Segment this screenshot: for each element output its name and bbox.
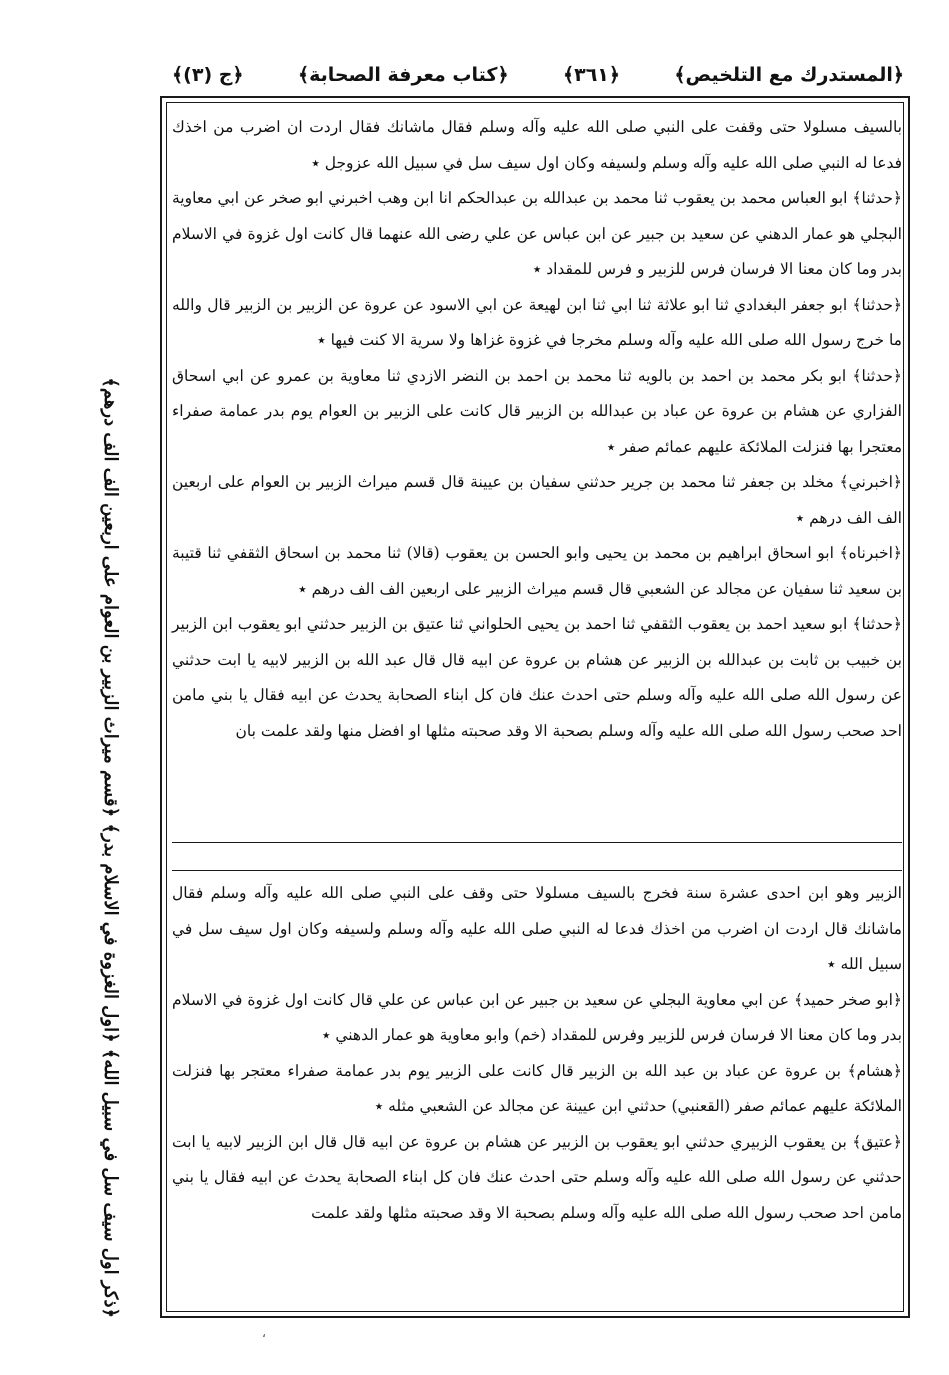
section-divider <box>172 842 902 843</box>
header-chapter-title: ﴿كتاب معرفة الصحابة﴾ <box>297 64 509 86</box>
main-paragraph: ﴿حدثنا﴾ ابو العباس محمد بن يعقوب ثنا محمد بن عبدالله بن عبدالحكم انا ابن وهب اخبرني ابو صخر عن ابي معاوية البجلي هو عمار الدهني عن سعيد بن جبير عن ابن عباس عن علي رضى الله عنهما قال كانت اول غزوة في الاسلام بدر وما كان معنا الا فرسان فرس للزبير و فرس للمقداد ٭ <box>172 189 902 278</box>
running-header <box>172 58 904 92</box>
note-paragraph: الزبير وهو ابن احدى عشرة سنة فخرج بالسيف مسلولا حتى وقف على النبي صلى الله عليه وآله وسلم فقال ماشانك قال اردت ان اضرب من اخذك فدعا له النبي صلى الله عليه وآله وسلم ولسيفه وكان اول سيف سل في سبيل الله ٭ <box>172 884 902 973</box>
main-paragraph: ﴿اخبرناه﴾ ابو اسحاق ابراهيم بن محمد بن يحيى وابو الحسن بن يعقوب (قالا) ثنا محمد بن اسحاق الثقفي ثنا قتيبة بن سعيد ثنا سفيان عن مجالد عن الشعبي قال قسم ميراث الزبير على اربعين الف الف درهم ٭ <box>172 544 902 598</box>
main-text <box>172 110 902 749</box>
margin-note: ﴿ذكر اول سيف سل في سبيل الله﴾ ﴿اول الغزوة في الاسلام بدر﴾ ﴿قسم ميراث الزبير بن العوام على اربعين الف الف درهم﴾ <box>100 377 121 1318</box>
note-paragraph: ﴿ابو صخر حميد﴾ عن ابي معاوية البجلي عن سعيد بن جبير عن ابن عباس عن علي قال كانت اول غزوة في الاسلام بدر وما كان معنا الا فرسان فرس للزبير وفرس للمقداد (خم) وابو معاوية هو عمار الدهني ٭ <box>172 990 902 1044</box>
header-book-title: ﴿المستدرك مع التلخيص﴾ <box>674 64 904 86</box>
header-volume: ﴿ج (٣)﴾ <box>172 64 244 86</box>
margin-note-wrapper <box>100 118 156 1318</box>
main-paragraph: ﴿حدثنا﴾ ابو سعيد احمد بن يعقوب الثقفي ثنا احمد بن يحيى الحلواني ثنا عتيق بن الزبير حدثني ابو يعقوب ابن الزبير بن خبيب بن ثابت بن عبدالله بن الزبير عن هشام بن عروة عن ابيه قال قال عبد الله بن الزبير لابيه يا ابت حدثني عن رسول الله صلى الله عليه وآله وسلم حتى احدث عنك فان كل ابناء الصحابة يحدث عن ابيه فقال يا بني مامن احد صحب رسول الله صلى الله عليه وآله وسلم بصحبة الا وقد صحبته مثلها او افضل منها ولقد علمت بان <box>172 615 902 740</box>
talkhis-text <box>172 876 902 1231</box>
main-paragraph: ﴿اخبرني﴾ مخلد بن جعفر ثنا محمد بن جرير حدثني سفيان بن عيينة قال قسم ميراث الزبير بن العوام على اربعين الف الف درهم ٭ <box>172 473 902 527</box>
note-paragraph: ﴿عتيق﴾ بن يعقوب الزبيري حدثني ابو يعقوب بن الزبير عن هشام بن عروة عن ابيه قال قال ابن الزبير لابيه يا ابت حدثني عن رسول الله صلى الله عليه وآله وسلم حتى احدث عنك فان كل ابناء الصحابة يحدث عن ابيه فقال يا بني مامن احد صحب رسول الله صلى الله عليه وآله وسلم بصحبة الا وقد صحبته مثلها ولقد علمت <box>172 1132 902 1222</box>
main-paragraph: ﴿حدثنا﴾ ابو بكر محمد بن احمد بن بالويه ثنا محمد بن احمد بن النضر الازدي ثنا معاوية بن عمرو عن ابي اسحاق الفزاري عن هشام بن عروة عن عباد بن عبدالله بن الزبير قال كانت على الزبير بن العوام يوم بدر عمامة صفراء معتجرا بها فنزلت الملائكة عليهم عمائم صفر ٭ <box>172 366 902 456</box>
section-divider <box>172 870 902 871</box>
stray-mark: ، <box>262 1326 266 1340</box>
main-paragraph: بالسيف مسلولا حتى وقفت على النبي صلى الله عليه وآله وسلم فقال ماشانك فقال اردت ان اضرب من اخذك فدعا له النبي صلى الله عليه وآله وسلم ولسيفه وكان اول سيف سل في سبيل الله عزوجل ٭ <box>172 118 902 172</box>
header-page-number: ﴿٣٦١﴾ <box>562 64 621 86</box>
main-paragraph: ﴿حدثنا﴾ ابو جعفر البغدادي ثنا ابو علاثة ثنا ابي ثنا ابن لهيعة عن ابي الاسود عن عروة عن الزبير بن الزبير قال والله ما خرج رسول الله صلى الله عليه وآله وسلم مخرجا في غزوة غزاها ولا سرية الا كنت فيها ٭ <box>172 295 902 349</box>
note-paragraph: ﴿هشام﴾ بن عروة عن عباد بن عبد الله بن الزبير قال كانت على الزبير يوم بدر عمامة صفراء معتجر بها فنزلت الملائكة عليهم عمائم صفر (القعنبي) حدثني ابن عيينة عن مجالد عن الشعبي مثله ٭ <box>172 1061 902 1115</box>
